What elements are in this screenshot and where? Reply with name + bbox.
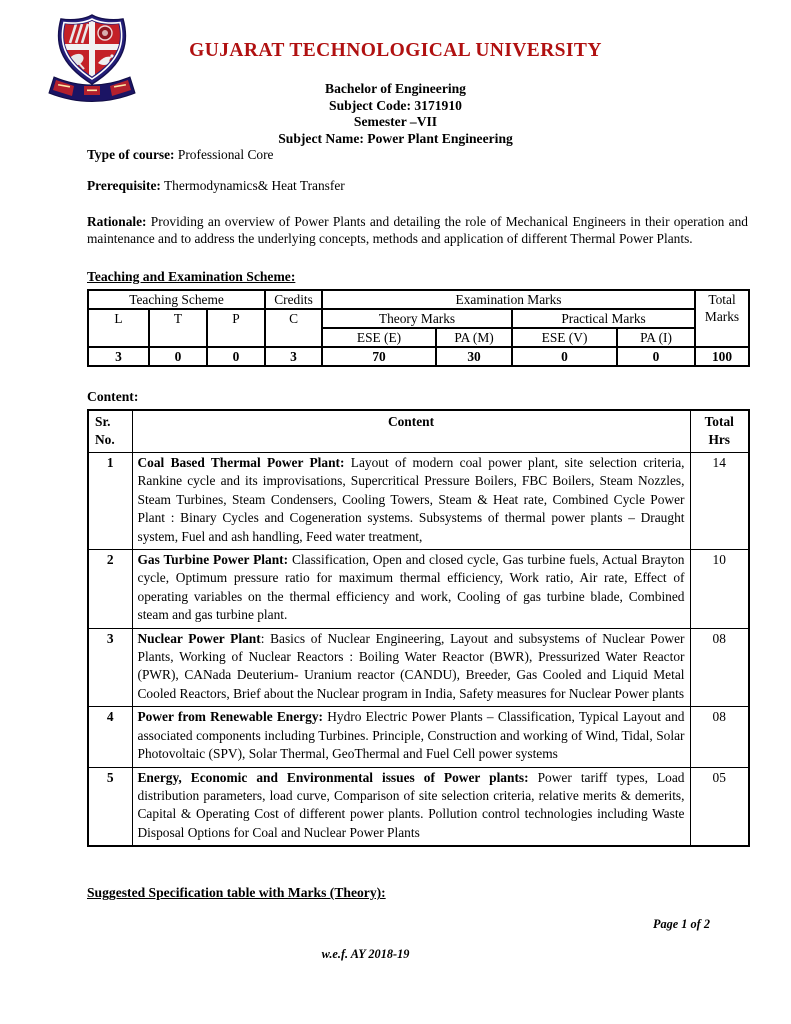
content-col-content: Content — [132, 410, 690, 453]
row-hrs: 10 — [690, 550, 749, 629]
scheme-header-theory: Theory Marks — [322, 309, 512, 328]
row-body: Power tariff types, Load distribution parameters, load curve, Comparison of site selection criteria, relative merits & demerits, Capital & Operating Cost of different power plants. Pollution control technologies including Waste Disposal Options for Coal and Nuclear Power Plants — [137, 769, 685, 840]
page-number: Page 1 of 2 — [652, 917, 710, 932]
gtu-crest-icon — [46, 13, 138, 108]
scheme-header-teaching: Teaching Scheme — [88, 290, 265, 309]
scheme-value-p: 0 — [207, 347, 265, 366]
university-logo — [46, 13, 138, 108]
scheme-header-practical: Practical Marks — [512, 309, 695, 328]
wef-note: w.e.f. AY 2018-19 — [321, 947, 410, 962]
scheme-header-total: Total Marks — [695, 290, 749, 347]
row-body: Hydro Electric Power Plants – Classification, Typical Layout and associated components including Turbines. Principle, Construction and working of Wind, Tidal, Solar Photovoltaic (SPV), Solar Thermal, GeoThermal and Fuel Cell power systems — [137, 709, 685, 762]
prerequisite — [87, 178, 748, 195]
row-content — [132, 550, 690, 629]
table-row — [88, 767, 749, 846]
row-title: Gas Turbine Power Plant: — [137, 552, 289, 568]
rationale-label: Rationale: — [87, 214, 147, 229]
row-body: Classification, Open and closed cycle, Gas turbine fuels, Actual Brayton cycle, Optimum pressure ratio for maximum thermal efficiency, Work ratio, Air rate, Effect of operating variables on the thermal efficiency and work, Cooling of gas turbine blade, Combined steam and gas turbine plant. — [137, 552, 685, 623]
scheme-value-l: 3 — [88, 347, 149, 366]
row-body: Layout of modern coal power plant, site selection criteria, Rankine cycle and its improvisations, Supercritical Pressure Boilers, FBC Boilers, Steam Nozzles, Steam Turbines, Steam Condensers, Cooling Towers, Steam & Heat rate, Combined Cycle Power Plant : Binary Cycles and Cogeneration systems. Subsystems of thermal power plants – Draught system, Fuel and ash handling, Feed water treatment, — [137, 455, 685, 544]
content-col-srno — [88, 410, 132, 453]
scheme-value-c: 3 — [265, 347, 322, 366]
scheme-value-ese-e: 70 — [322, 347, 436, 366]
row-sr: 1 — [88, 453, 132, 550]
row-title: Nuclear Power Plant — [137, 630, 261, 646]
scheme-header-pa-i: PA (I) — [617, 328, 695, 347]
table-row — [88, 550, 749, 629]
scheme-value-pa-i: 0 — [617, 347, 695, 366]
table-row — [88, 628, 749, 707]
teaching-examination-scheme-table — [87, 289, 750, 367]
semester-line: Semester –VII — [353, 114, 438, 129]
content-table — [87, 409, 750, 847]
type-of-course-label: Type of course: — [87, 147, 175, 162]
content-col-sr: Sr. — [95, 414, 111, 429]
scheme-header-t: T — [149, 309, 207, 347]
subject-code-line: Subject Code: 3171910 — [329, 97, 462, 113]
content-col-hrs: Hrs — [708, 432, 731, 447]
content-col-totalhrs — [690, 410, 749, 453]
scheme-header-pa-m: PA (M) — [436, 328, 512, 347]
university-title: GUJARAT TECHNOLOGICAL UNIVERSITY — [189, 40, 602, 61]
scheme-header-ese-e: ESE (E) — [322, 328, 436, 347]
row-sr: 3 — [88, 628, 132, 707]
scheme-header-p: P — [207, 309, 265, 347]
row-sr: 5 — [88, 767, 132, 846]
degree-line: Bachelor of Engineering — [325, 81, 466, 96]
row-body: : Basics of Nuclear Engineering, Layout and subsystems of Nuclear Power Plants, Working of Nuclear Reactors : Boiling Water Reactor (BWR), Pressurized Water Reactor (PWR), CANada Deuterium- Uranium reactor (CANDU), Breeder, Gas Cooled and Liquid Metal Cooled Reactors, Brief about the Nuclear program in India, Safety measures for Nuclear Power plants — [137, 630, 685, 701]
row-content — [132, 453, 690, 550]
scheme-header-exam: Examination Marks — [322, 290, 695, 309]
scheme-heading: Teaching and Examination Scheme: — [87, 269, 296, 284]
scheme-header-c: C — [265, 309, 322, 347]
prerequisite-label: Prerequisite: — [87, 177, 161, 193]
scheme-header-credits: Credits — [265, 290, 322, 309]
scheme-value-pa-m: 30 — [436, 347, 512, 366]
rationale-value: Providing an overview of Power Plants and detailing the role of Mechanical Engineers in their operation and maintenance and to address the underlying concepts, methods and application of different Thermal Power Plants. — [87, 214, 748, 246]
content-col-no: No. — [95, 432, 115, 447]
prerequisite-value: Thermodynamics& Heat Transfer — [164, 177, 345, 193]
row-content — [132, 628, 690, 707]
row-content — [132, 767, 690, 846]
document-body — [0, 147, 791, 901]
rationale — [87, 213, 748, 247]
row-title: Power from Renewable Energy: — [137, 709, 323, 725]
row-hrs: 08 — [690, 628, 749, 707]
row-sr: 2 — [88, 550, 132, 629]
row-title: Energy, Economic and Environmental issues of Power plants: — [137, 769, 529, 785]
table-row — [88, 707, 749, 767]
content-col-total: Total — [704, 414, 734, 429]
content-heading: Content: — [87, 389, 139, 404]
scheme-header-ese-v: ESE (V) — [512, 328, 617, 347]
row-hrs: 14 — [690, 453, 749, 550]
row-hrs: 05 — [690, 767, 749, 846]
scheme-value-ese-v: 0 — [512, 347, 617, 366]
row-sr: 4 — [88, 707, 132, 767]
scheme-header-l: L — [88, 309, 149, 347]
scheme-value-t: 0 — [149, 347, 207, 366]
subject-name-line: Subject Name: Power Plant Engineering — [278, 130, 513, 146]
row-title: Coal Based Thermal Power Plant: — [137, 455, 345, 470]
type-of-course-value: Professional Core — [177, 147, 274, 162]
spec-table-heading: Suggested Specification table with Marks (Theory): — [87, 885, 386, 901]
table-row — [88, 453, 749, 550]
scheme-value-total: 100 — [695, 347, 749, 366]
type-of-course — [87, 147, 748, 164]
row-content — [132, 707, 690, 767]
row-hrs: 08 — [690, 707, 749, 767]
